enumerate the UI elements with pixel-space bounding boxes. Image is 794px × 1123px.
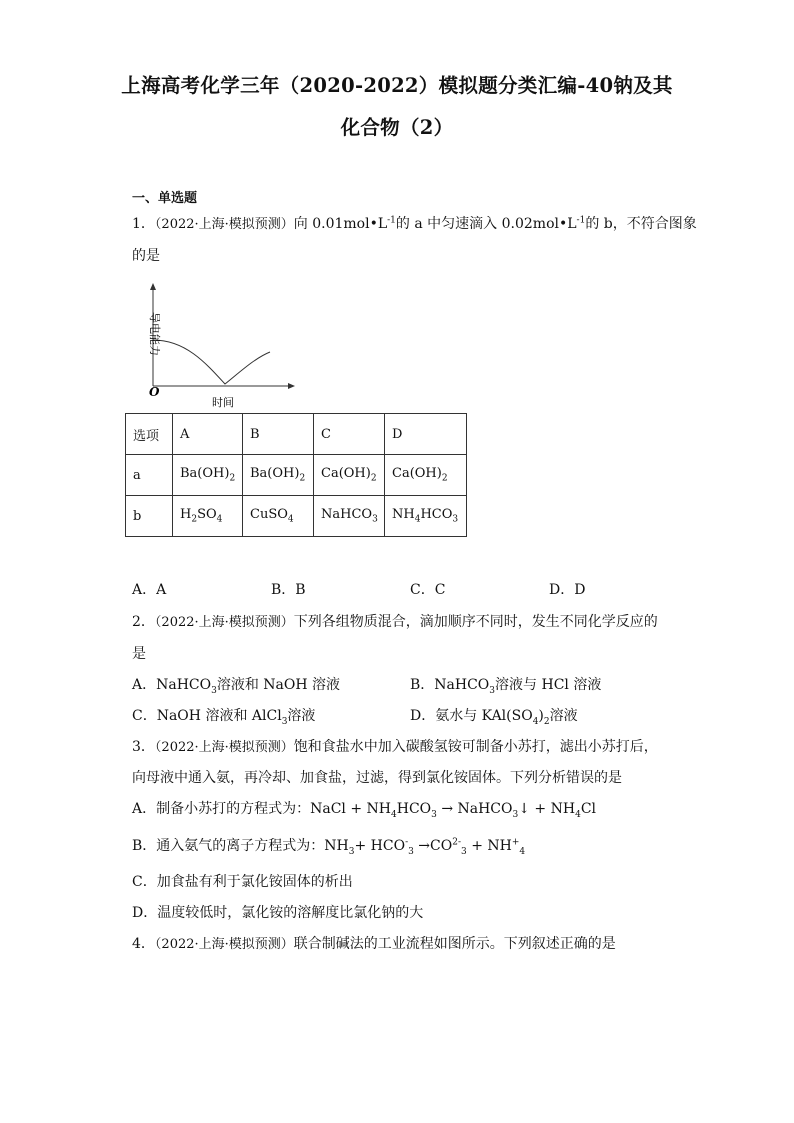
table-cell: CuSO$_4$ xyxy=(243,496,314,537)
table-cell: A xyxy=(173,414,243,455)
section-heading: 一、单选题 xyxy=(132,191,198,206)
q2-choice-a: A．NaHCO$_3$溶液和 NaOH 溶液 xyxy=(132,677,341,696)
table-row xyxy=(126,414,467,455)
table-cell: $Ca(OH)_2$ xyxy=(385,455,467,496)
question-3-text: 3．（2022·上海·模拟预测）饱和食盐水中加入碳酸氢铵可制备小苏打，滤出小苏打后， xyxy=(132,739,658,755)
conductivity-graph xyxy=(135,282,305,410)
q3-choice-d: D．温度较低时，氯化铵的溶解度比氯化钠的大 xyxy=(132,905,424,921)
table-cell: B xyxy=(243,414,314,455)
q1-choice-b: B．B xyxy=(271,582,306,598)
graph-xlabel: 时间 xyxy=(212,396,234,409)
question-1-text-cont: 的是 xyxy=(132,248,160,264)
q1-choice-a: A．A xyxy=(132,582,167,598)
table-row xyxy=(126,455,467,496)
q1-choice-d: D．D xyxy=(549,582,586,598)
question-1-text: 1．（2022·上海·模拟预测）向 $0.01mol•L^{-1}$的 a 中匀速滴入 $0.02mol•L^{-1}$的 b，不符合图象 xyxy=(132,215,697,232)
q2-choice-d: D．氨水与 $KAl(SO_4)_2$溶液 xyxy=(410,708,578,727)
table-cell: $Ba(OH)_2$ xyxy=(243,455,314,496)
q3-choice-c: C．加食盐有利于氯化铵固体的析出 xyxy=(132,874,353,890)
table-cell: D xyxy=(385,414,467,455)
question-4-text: 4．（2022·上海·模拟预测）联合制碱法的工业流程如图所示。下列叙述正确的是 xyxy=(132,936,616,952)
q2-choice-b: B．NaHCO$_3$溶液与 HCl 溶液 xyxy=(410,677,602,696)
options-table xyxy=(125,413,467,537)
q2-choice-c: C．NaOH 溶液和 AlCl$_3$溶液 xyxy=(132,708,316,727)
table-cell: $Ca(OH)_2$ xyxy=(314,455,385,496)
table-cell: C xyxy=(314,414,385,455)
q3-choice-a: A．制备小苏打的方程式为：NaCl + $NH_4HCO_3$ → NaHCO$_3$↓ + $NH_4Cl$ xyxy=(132,801,597,820)
table-cell: NaHCO$_3$ xyxy=(314,496,385,537)
question-3-text-cont: 向母液中通入氨，再冷却、加食盐，过滤，得到氯化铵固体。下列分析错误的是 xyxy=(132,770,622,786)
table-cell: 选项 xyxy=(126,414,173,455)
graph-origin: O xyxy=(149,385,160,399)
table-cell: b xyxy=(126,496,173,537)
table-cell: $NH_4HCO_3$ xyxy=(385,496,467,537)
document-title-line1: 上海高考化学三年（2020-2022）模拟题分类汇编-40钠及其 xyxy=(121,74,673,97)
table-cell: $H_2SO_4$ xyxy=(173,496,243,537)
conductivity-curve xyxy=(153,340,270,384)
question-2-text: 2．（2022·上海·模拟预测）下列各组物质混合，滴加顺序不同时，发生不同化学反应的 xyxy=(132,614,658,630)
table-cell: $Ba(OH)_2$ xyxy=(173,455,243,496)
table-row xyxy=(126,496,467,537)
question-2-text-cont: 是 xyxy=(132,646,146,662)
document-title-line2: 化合物（2） xyxy=(340,116,454,139)
graph-ylabel: 导电能力 xyxy=(148,312,161,356)
table-cell: a xyxy=(126,455,173,496)
q3-choice-b: B．通入氨气的离子方程式为：$NH_3+ HCO^-_3 \to CO^{2-}_3 + NH^+_4$ xyxy=(132,837,526,857)
q1-choice-c: C．C xyxy=(410,582,446,598)
